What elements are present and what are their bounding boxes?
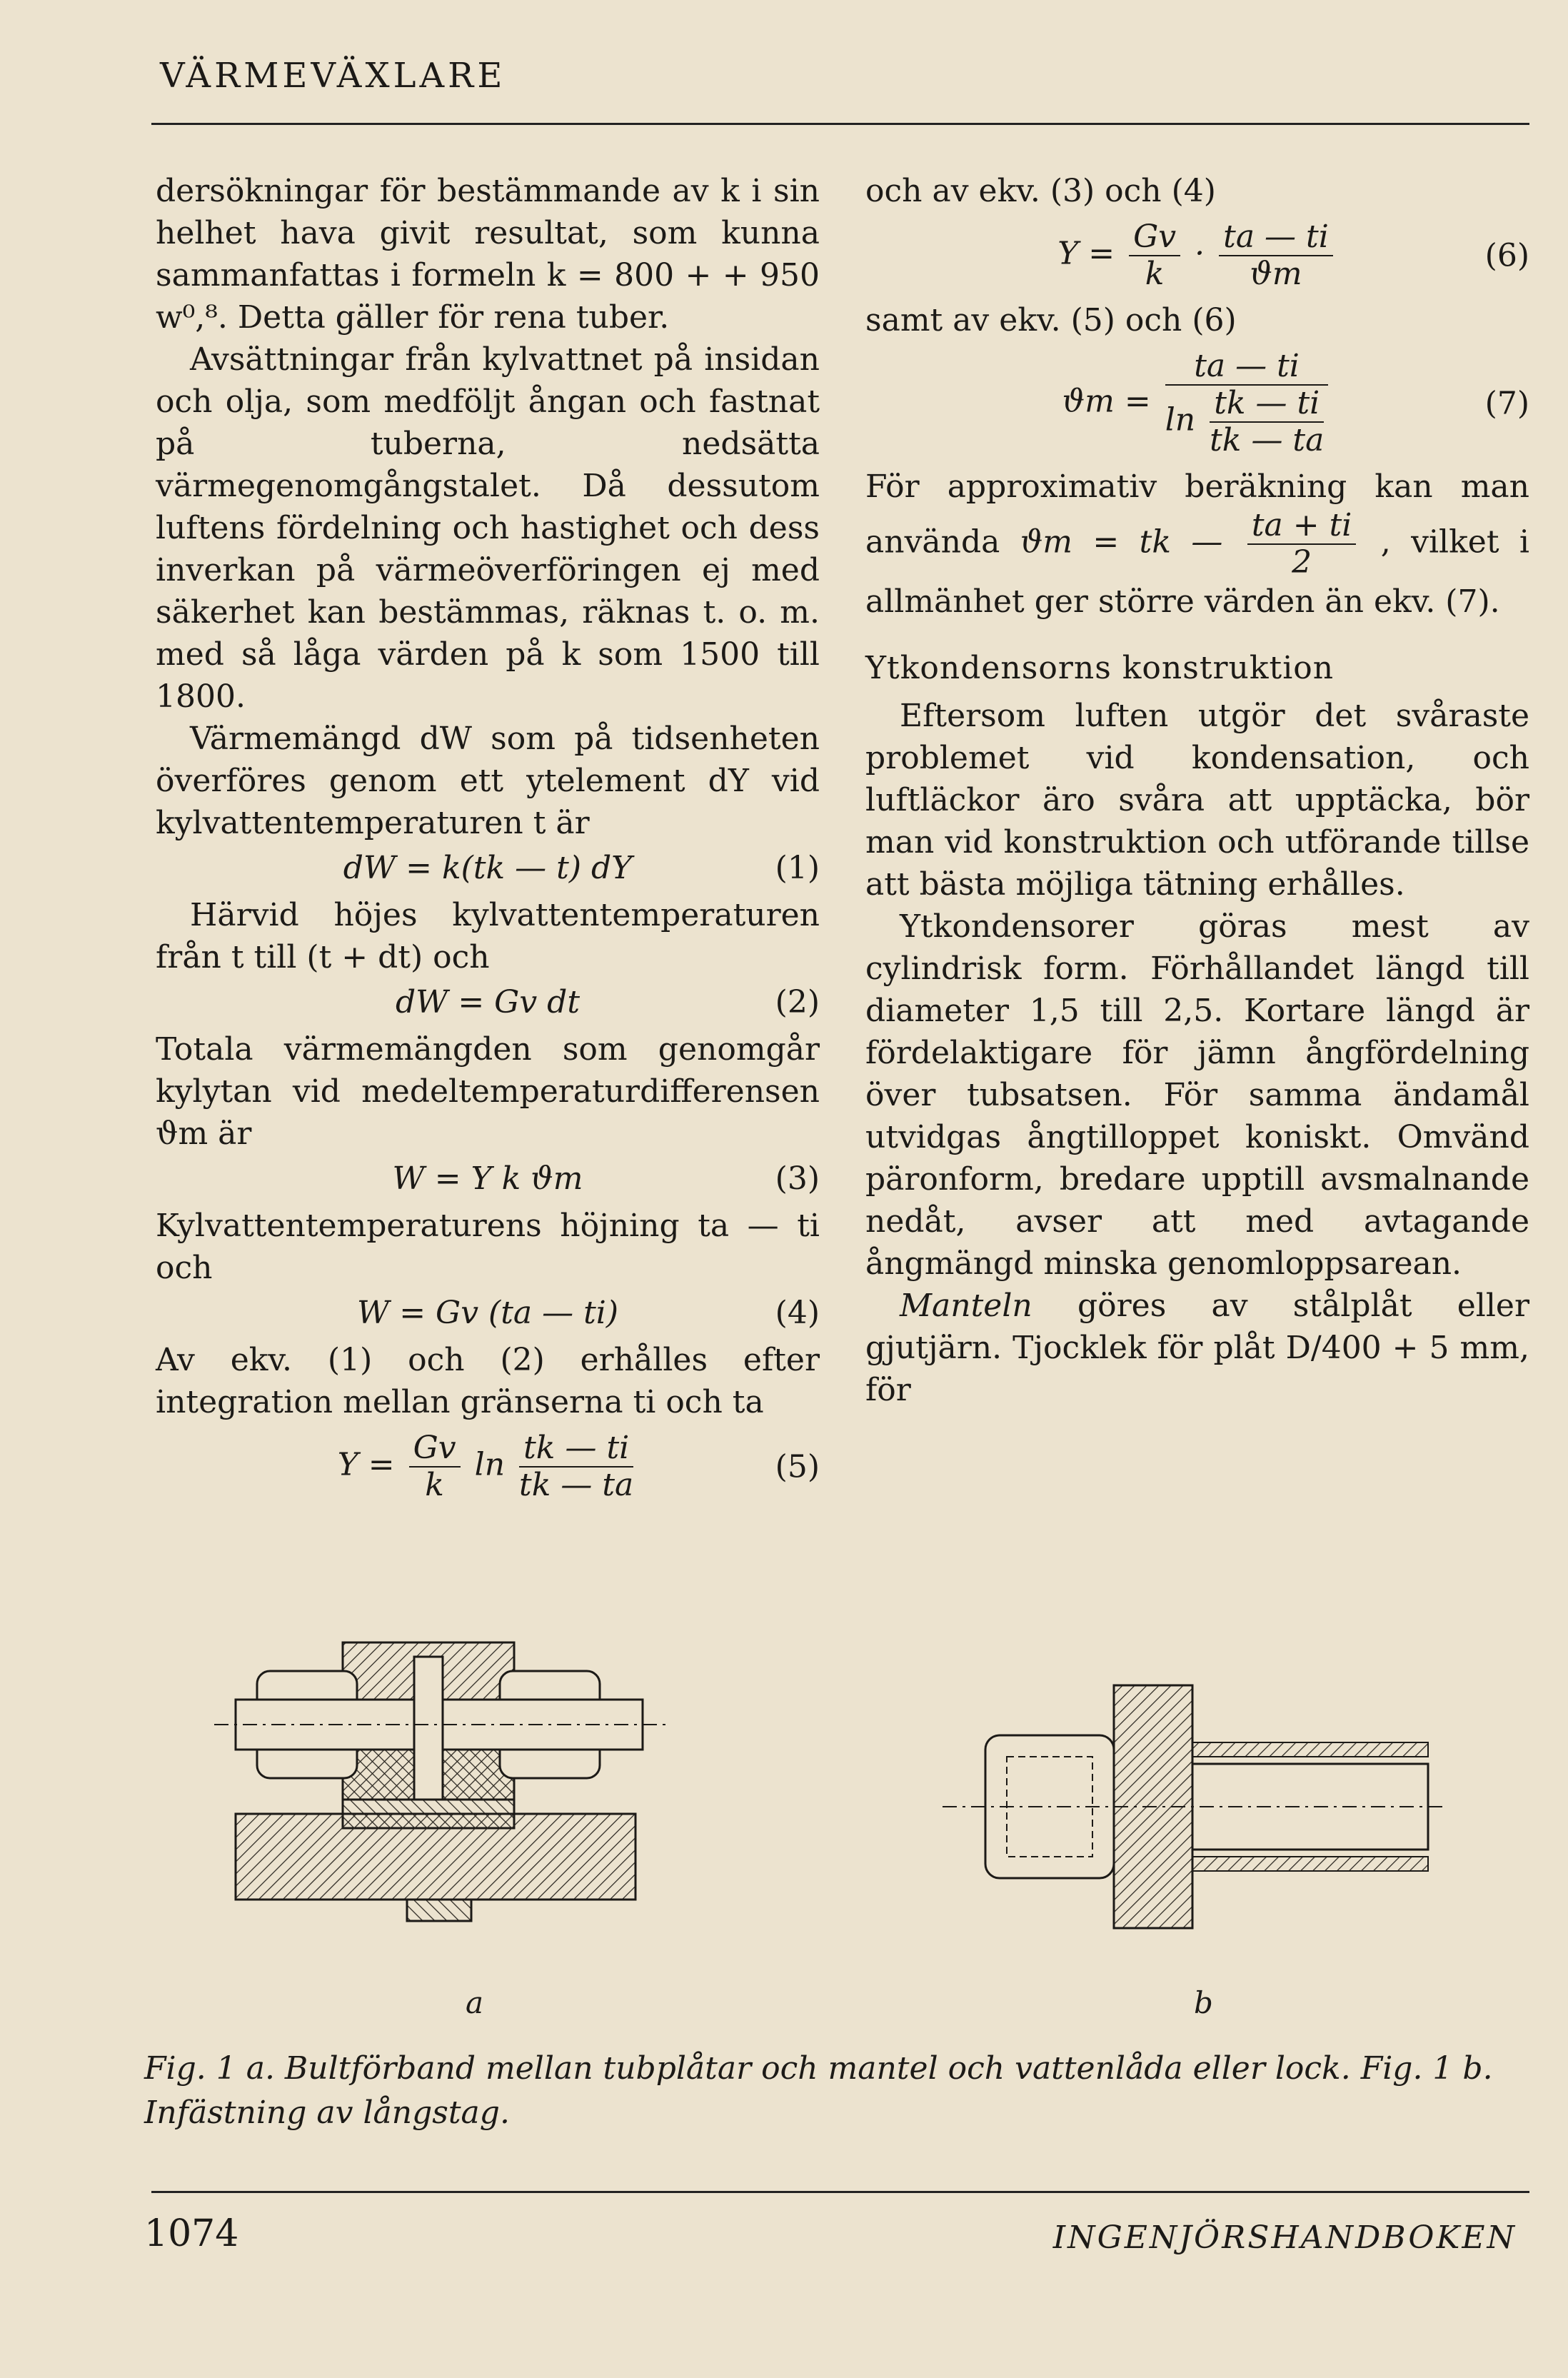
numerator: ta + ti (1247, 508, 1357, 545)
paragraph: Totala värmemängden som genomgår kylytan vid medeltemperaturdifferensen ϑm är (156, 1031, 820, 1152)
equation-1 (156, 847, 820, 891)
log-operator: ln (474, 1446, 506, 1483)
running-header: VÄRMEVÄXLARE (160, 56, 506, 96)
equation-2 (156, 981, 820, 1025)
page-number: 1074 (144, 2212, 239, 2255)
equation-expression: W = Y k ϑm (392, 1160, 583, 1197)
footer-rule (151, 2191, 1529, 2193)
numerator: ta — ti (1165, 348, 1329, 386)
equation-number: (2) (775, 984, 820, 1020)
paragraph (865, 466, 1529, 623)
plate-lip (407, 1900, 471, 1921)
text-run: , vilket i allmänhet ger större värden än ekv. (7). (865, 523, 1529, 620)
numerator: ta — ti (1219, 219, 1333, 256)
denominator (1165, 386, 1329, 458)
paragraph: Värmemängd dW som på tidsenheten överföres genom ett ytelement dY vid kylvattentemperaturen t är (156, 721, 820, 841)
figure-1b-stay-rod (943, 1671, 1442, 1942)
equation-lhs: Y = (1057, 235, 1115, 272)
equation-lhs: Y = (337, 1446, 395, 1483)
fraction (409, 1430, 461, 1503)
paragraph: Avsättningar från kylvattnet på insidan och olja, som medföljt ångan och fastnat på tuberna, nedsätta värmegenomgångstalet. Då dessutom luftens fördelning och hastighet och dess inverkan på värmeöverföringen ej med säkerhet kan bestämmas, räknas t. o. m. med så låga värden på k som 1500 till 1800. (156, 341, 820, 715)
equation-number: (5) (775, 1448, 820, 1485)
paragraph: samt av ekv. (5) och (6) (865, 302, 1237, 338)
equation-expression: W = Gv (ta — ti) (356, 1295, 619, 1331)
equation-number: (7) (1484, 385, 1529, 422)
equation-number: (3) (775, 1160, 820, 1197)
denominator: ϑm (1250, 256, 1302, 292)
numerator: tk — ti (519, 1430, 633, 1468)
fraction (1219, 219, 1333, 292)
paragraph: Ytkondensorer göras mest av cylindrisk form. Förhållandet längd till diameter 1,5 till 2,5. Kortare längd är fördelaktigare för jämn ångfördelning över tubsatsen. För samma ändamål utvidgas ångtilloppet koniskt. Omvänd päronform, bredare upptill avsmalnande nedåt, avser att med avtagande ångmängd minska genomloppsarean. (865, 908, 1529, 1282)
figure-label-a: a (466, 1985, 484, 2020)
fraction (1129, 219, 1180, 292)
denominator: k (425, 1467, 444, 1503)
paragraph: Eftersom luften utgör det svåraste problemet vid kondensation, och luftläckor äro svåra att upptäcka, bör man vid konstruktion och utförande tillse att bästa möjliga tätning erhålles. (865, 698, 1529, 903)
equation-3 (156, 1158, 820, 1202)
paragraph: och av ekv. (3) och (4) (865, 173, 1216, 209)
figure-caption: Fig. 1 a. Bultförband mellan tubplåtar och mantel och vattenlåda eller lock. Fig. 1 b. Infästning av långstag. (144, 2050, 1493, 2131)
section-heading: Ytkondensorns konstruktion (865, 650, 1335, 686)
header-rule (151, 123, 1529, 125)
equation-expression (865, 348, 1529, 458)
denominator: tk — ta (1210, 422, 1325, 458)
equation-expression: dW = Gv dt (395, 984, 581, 1020)
left-column (156, 170, 820, 1510)
right-column (865, 170, 1529, 1411)
paragraph: Av ekv. (1) och (2) erhålles efter integration mellan gränserna ti och ta (156, 1342, 820, 1420)
equation-lhs: ϑm = (1062, 383, 1151, 420)
paragraph: Kylvattentemperaturens höjning ta — ti och (156, 1208, 820, 1286)
inline-equation: ϑm = tk — (1020, 523, 1223, 561)
emphasis: Manteln (900, 1288, 1032, 1324)
base-plate (236, 1814, 635, 1900)
numerator: Gv (1129, 219, 1180, 256)
fraction (1210, 386, 1324, 458)
book-title: INGENJÖRSHANDBOKEN (1052, 2219, 1517, 2256)
text-run: göres av stålplåt eller gjutjärn. Tjocklek för plåt D/400 + 5 mm, för (865, 1288, 1529, 1408)
figure-1a-bolt-joint (214, 1628, 757, 1928)
equation-expression (865, 219, 1529, 292)
fraction (519, 1430, 633, 1503)
washer (414, 1657, 443, 1800)
equation-expression (156, 1430, 820, 1503)
rod-thread-bottom (1192, 1857, 1428, 1871)
equation-number: (6) (1484, 237, 1529, 274)
paragraph: Härvid höjes kylvattentemperaturen från t till (t + dt) och (156, 897, 820, 975)
text-run: För approximativ beräkning kan man använda (865, 468, 1529, 561)
denominator: tk — ta (519, 1467, 634, 1503)
paragraph: dersökningar för bestämmande av k i sin helhet hava givit resultat, som kunna sammanfattas i formeln k = 800 + + 950 w⁰,⁸. Detta gäller för rena tuber. (156, 173, 820, 336)
paragraph (865, 1285, 1529, 1411)
fraction (1165, 348, 1329, 458)
multiplication-dot: · (1195, 235, 1205, 272)
log-operator: ln (1165, 401, 1196, 438)
fraction (1247, 508, 1357, 581)
denominator: k (1145, 256, 1165, 292)
rod-thread-top (1192, 1742, 1428, 1757)
equation-6 (865, 219, 1529, 292)
equation-7 (865, 348, 1529, 458)
equation-expression: dW = k(tk — t) dY (343, 850, 633, 886)
equation-4 (156, 1292, 820, 1336)
denominator: 2 (1292, 544, 1312, 581)
equation-5 (156, 1430, 820, 1503)
equation-number: (1) (775, 850, 820, 886)
figure-label-b: b (1194, 1985, 1213, 2020)
numerator: Gv (409, 1430, 461, 1468)
equation-number: (4) (775, 1295, 820, 1331)
numerator: tk — ti (1210, 386, 1324, 423)
